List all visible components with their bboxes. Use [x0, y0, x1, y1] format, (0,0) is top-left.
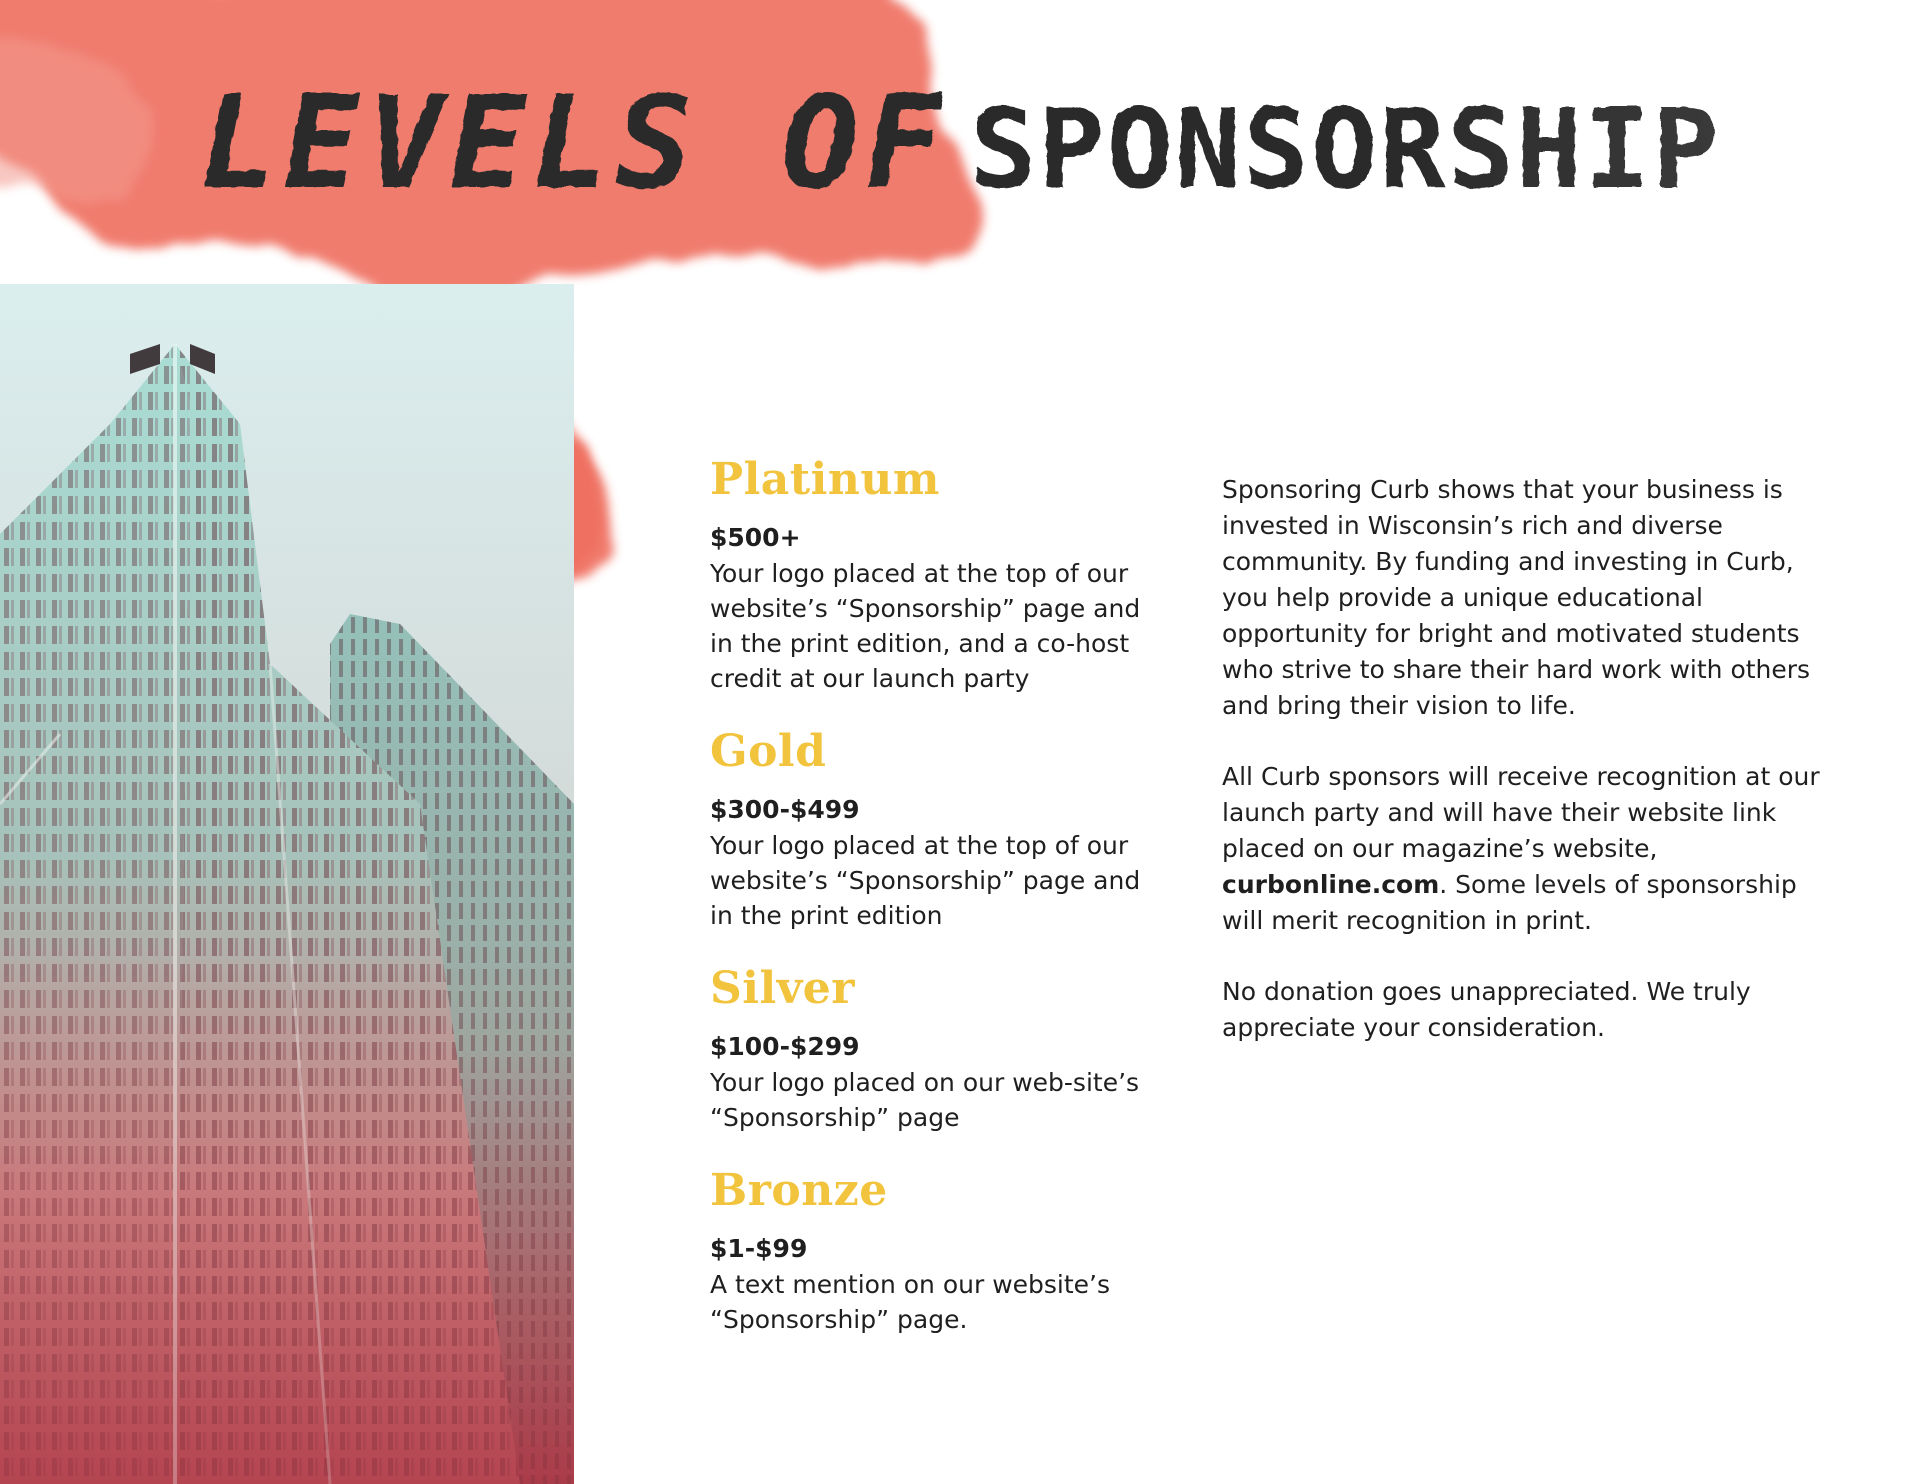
info-paragraph-recognition: [1222, 759, 1842, 939]
page-title: [200, 62, 1820, 242]
tier-price: $500+: [710, 523, 801, 552]
tier-description: A text mention on our website’s “Sponsorship” page.: [710, 1270, 1111, 1334]
tier-description: Your logo placed on our web-site’s “Sponsorship” page: [710, 1068, 1140, 1132]
tier-name: Platinum: [710, 454, 940, 505]
info-text: All Curb sponsors will receive recognition at our launch party and will have their website link placed on our magazine’s website,: [1222, 762, 1820, 863]
tier-silver: [710, 963, 1170, 1135]
title-part-2: SPONSORSHIP: [970, 85, 1721, 213]
tier-name: Gold: [710, 726, 827, 777]
tier-platinum: [710, 454, 1170, 696]
tier-description: Your logo placed at the top of our website’s “Sponsorship” page and in the print edition: [710, 831, 1141, 930]
tier-price: $300-$499: [710, 795, 860, 824]
website-link[interactable]: curbonline.com: [1222, 870, 1440, 899]
tier-price: $1-$99: [710, 1234, 808, 1263]
info-text: . Some levels of sponsorship will merit recognition in print.: [1222, 870, 1797, 935]
sponsorship-info: [1222, 472, 1842, 1081]
tier-name: Bronze: [710, 1165, 888, 1216]
info-paragraph-intro: Sponsoring Curb shows that your business is invested in Wisconsin’s rich and diverse community. By funding and investing in Curb, you help provide a unique educational opportunity for bright and motivated students who strive to share their hard work with others and bring their vision to life.: [1222, 475, 1811, 720]
tier-name: Silver: [710, 963, 855, 1014]
tier-description: Your logo placed at the top of our website’s “Sponsorship” page and in the print edition, and a co-host credit at our launch party: [710, 559, 1141, 693]
tier-price: $100-$299: [710, 1032, 860, 1061]
title-part-1: LEVELS OF: [200, 69, 948, 218]
sponsorship-tiers: [710, 454, 1170, 1367]
tier-bronze: [710, 1165, 1170, 1337]
skyscraper-photo: [0, 284, 574, 1484]
tier-gold: [710, 726, 1170, 933]
info-paragraph-thanks: No donation goes unappreciated. We truly appreciate your consideration.: [1222, 977, 1751, 1042]
